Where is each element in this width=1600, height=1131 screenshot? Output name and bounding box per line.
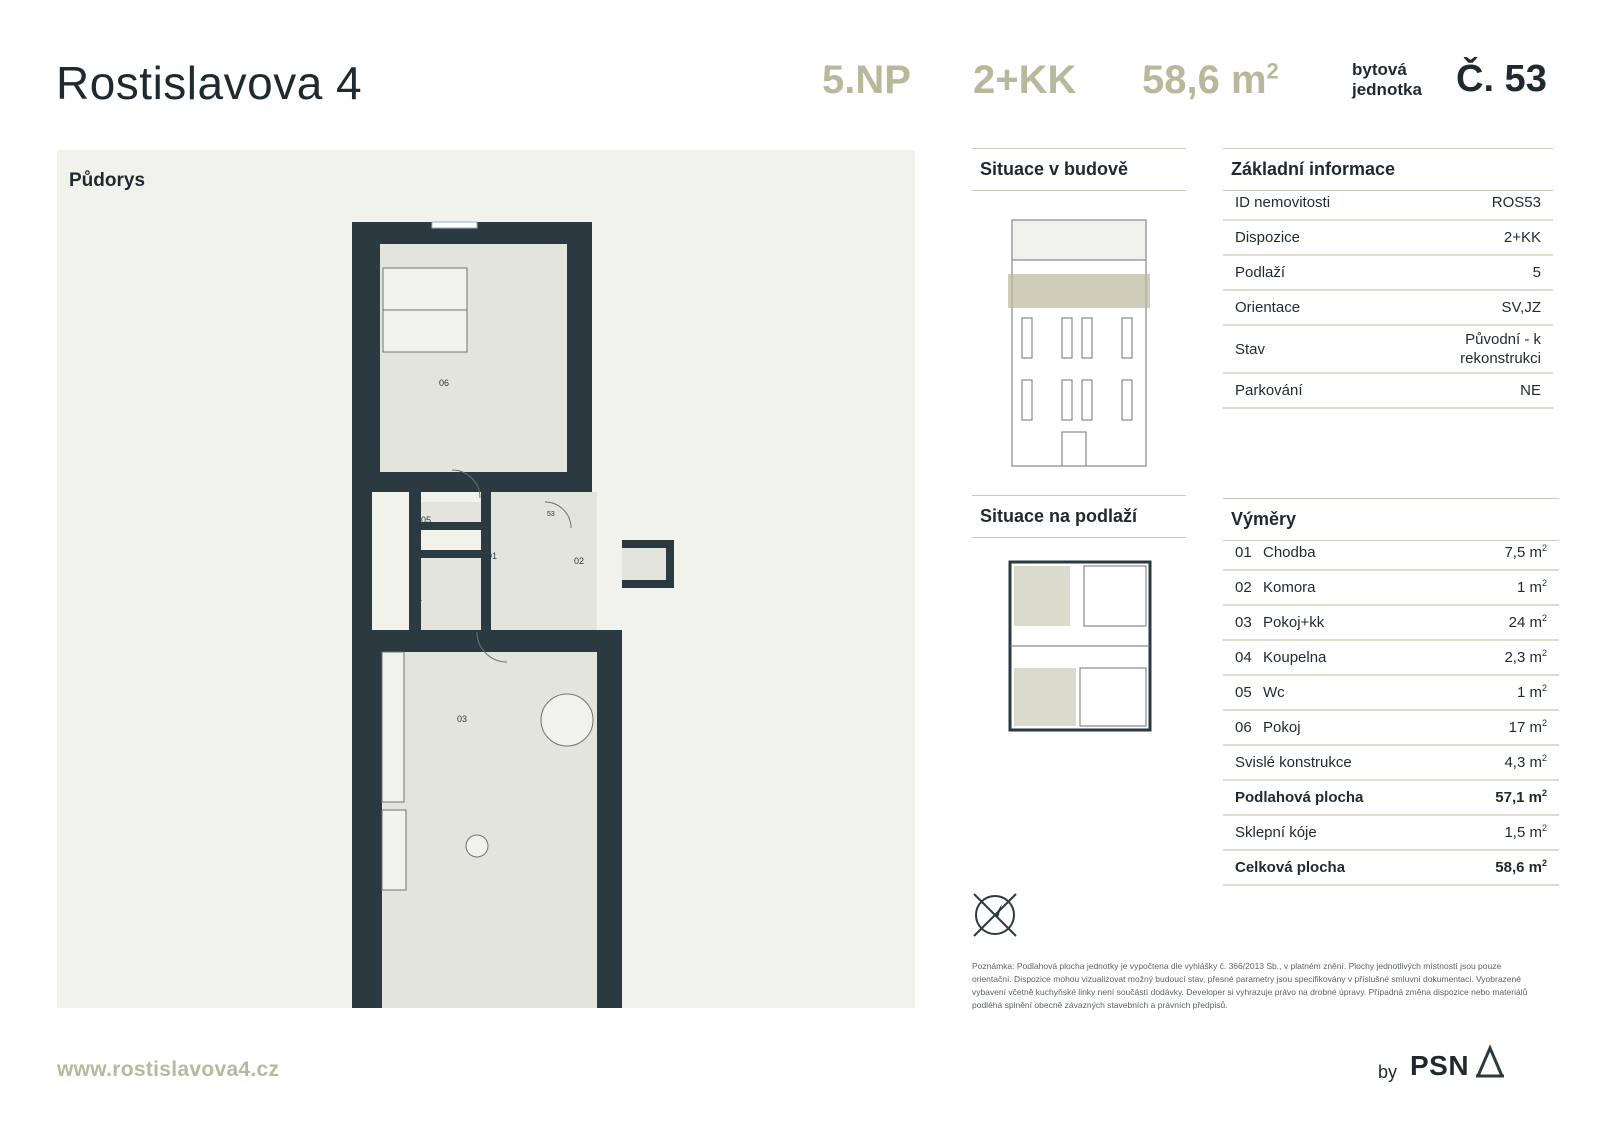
floor-situation-drawing: [1008, 560, 1152, 732]
developer-logo: PSN: [1410, 1050, 1470, 1081]
area-value: 58,6 $m^2$: [1142, 58, 1279, 102]
room-label-03: 03: [457, 714, 468, 724]
areas-table: [1223, 536, 1559, 886]
area-row-celkova: Celková plocha 58,6 $m^2$: [1223, 851, 1559, 886]
area-row-svisle: Svislé konstrukce 4,3 $m^2$: [1223, 746, 1559, 781]
layout-value: 2+KK: [973, 58, 1077, 102]
info-row-dispozice: Dispozice 2+KK: [1223, 221, 1553, 256]
floor-plan-drawing: [57, 150, 915, 1008]
room-label-04: 04: [412, 594, 423, 604]
area-row-wc: 05 Wc 1 $m^2$: [1223, 676, 1559, 711]
area-row-chodba: 01 Chodba 7,5 $m^2$: [1223, 536, 1559, 571]
by-label: by: [1378, 1062, 1398, 1082]
room-label-05: 05: [421, 515, 432, 525]
info-row-parkovani: Parkování NE: [1223, 374, 1553, 409]
floor-plan-panel: [57, 150, 915, 1008]
floor-value: 5.NP: [822, 58, 911, 102]
info-row-stav: Stav Původní - k rekonstrukci: [1223, 326, 1553, 374]
area-row-pokoj: 06 Pokoj 17 $m^2$: [1223, 711, 1559, 746]
entrance-label: 53: [547, 511, 555, 518]
unit-number: Č. 53: [1456, 58, 1547, 100]
room-label-02: 02: [574, 556, 585, 566]
area-row-komora: 02 Komora 1 $m^2$: [1223, 571, 1559, 606]
basic-info-title: Základní informace: [1223, 148, 1553, 191]
areas-title: Výměry: [1223, 498, 1559, 541]
info-row-id: ID nemovitosti ROS53: [1223, 186, 1553, 221]
compass-icon: [972, 892, 1018, 938]
website-link[interactable]: www.rostislavova4.cz: [57, 1058, 280, 1081]
area-row-podlahova: Podlahová plocha 57,1 $m^2$: [1223, 781, 1559, 816]
basic-info-table: [1223, 186, 1553, 409]
area-row-sklepni: Sklepní kóje 1,5 $m^2$: [1223, 816, 1559, 851]
psn-logo-icon: [1476, 1044, 1504, 1078]
plan-title: Půdorys: [69, 170, 146, 191]
area-row-koupelna: 04 Koupelna 2,3 $m^2$: [1223, 641, 1559, 676]
footnote: Poznámka: Podlahová plocha jednotky je vypočtena dle vyhlášky č. 366/2013 Sb., v platném znění. Plochy jednotlivých místností jsou pouze orientační. Dispozice mohou vizualizovat možný budoucí stav, přesné parametry jsou specifikovány v příslušné smluvní dokumentaci. Vyobrazené vybavení včetně kuchyňské linky není součástí dodávky. Developer si vyhrazuje právo na drobné úpravy. Případná změna dispozice nebo materiálů podléhá splnění obecně závazných stavebních a právních předpisů.: [972, 961, 1528, 1010]
room-label-06: 06: [439, 378, 450, 388]
floor-section-title: Situace na podlaží: [972, 495, 1186, 538]
building-elevation-drawing: [1008, 210, 1150, 470]
unit-label: bytová jednotka: [1352, 60, 1422, 99]
area-row-pokoj-kk: 03 Pokoj+kk 24 $m^2$: [1223, 606, 1559, 641]
building-section-title: Situace v budově: [972, 148, 1186, 191]
info-row-podlazi: Podlaží 5: [1223, 256, 1553, 291]
project-name: Rostislavova 4: [56, 57, 363, 109]
info-row-orientace: Orientace SV,JZ: [1223, 291, 1553, 326]
room-label-01: 01: [487, 551, 498, 561]
